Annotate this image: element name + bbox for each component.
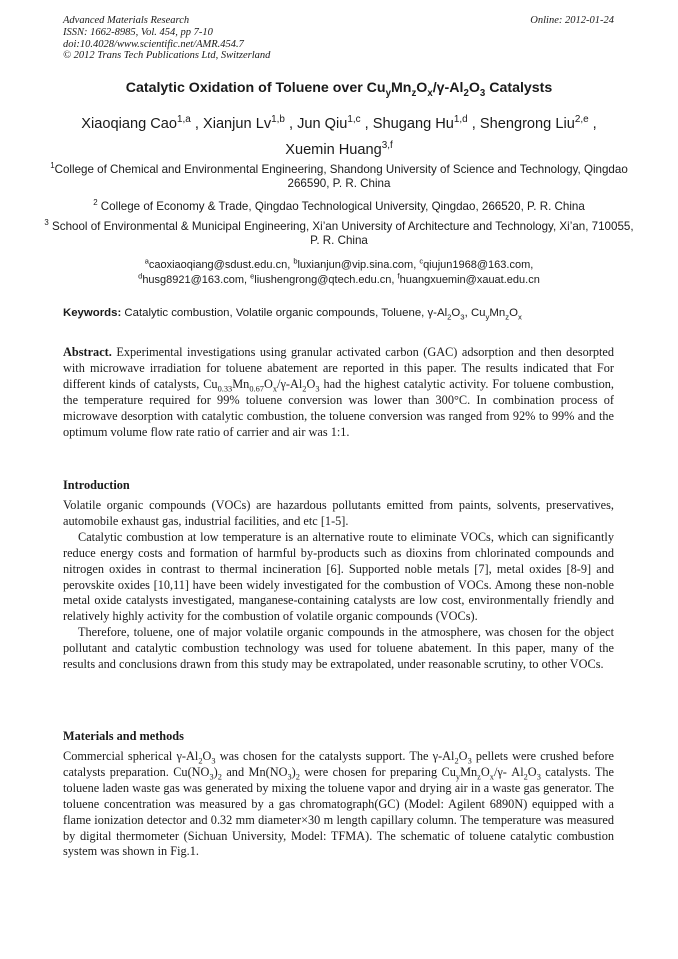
- methods-body: [63, 749, 614, 860]
- abstract-label: Abstract.: [63, 345, 112, 359]
- author: Shengrong Liu$^{2,e}$ ,: [479, 114, 597, 132]
- email-link[interactable]: $^b$luxianjun@vip.sina.com,: [293, 256, 420, 271]
- keywords: Keywords: Catalytic combustion, Volatile organic compounds, Toluene, $\gamma-Al_2O_3$, $Cu_yMn_zO_x$: [63, 307, 522, 322]
- affiliation-3: $^3$ School of Environmental & Municipal Engineering, Xi’an University of Architecture and Technology, Xi’an, 710055, P. R. China: [44, 218, 634, 248]
- author: Xiaoqiang Cao$^{1,a}$ ,: [81, 114, 203, 132]
- paper-title: Catalytic Oxidation of Toluene over $Cu_yMn_zO_x/\gamma-Al_2O_3$ Catalysts: [125, 80, 553, 99]
- email-link[interactable]: $^c$qiujun1968@163.com,: [419, 256, 534, 271]
- introduction-body: [63, 498, 614, 673]
- author-emails: [40, 258, 638, 287]
- affiliation-2: $^2$ College of Economy & Trade, Qingdao Technological University, Qingdao, 266520, P. R. China: [93, 198, 585, 213]
- doi-line[interactable]: doi:10.4028/www.scientific.net/AMR.454.7: [63, 38, 244, 50]
- email-link[interactable]: $^a$caoxiaoqiang@sdust.edu.cn,: [144, 256, 294, 271]
- journal-name: Advanced Materials Research: [63, 15, 190, 26]
- paragraph: Catalytic combustion at low temperature is an alternative route to eliminate VOCs, which can significantly reduce energy costs and formation of harmful by-products such as dioxins from chlorinated compounds and nitrogen oxides in contrast to thermal incineration [6]. Supported noble metals [7], metal oxides [8-9] and perovskite oxides [10,11] have been widely investigated for the combustion of VOCs. Among these non-noble metal oxide catalysts investigated, manganese-containing catalysts are low cost, environmentally friendly and relatively highly activity for the combustion of volatile organic compounds (VOCs).: [63, 529, 614, 624]
- keywords-label: Keywords:: [63, 307, 122, 319]
- issn-line: ISSN: 1662-8985, Vol. 454, pp 7-10: [63, 26, 213, 38]
- online-date: Online: 2012-01-24: [530, 15, 614, 26]
- paragraph: Volatile organic compounds (VOCs) are hazardous pollutants emitted from paints, solvents, preservatives, automobile exhaust gas, industrial facilities, and etc [1-5].: [63, 498, 614, 528]
- email-link[interactable]: $^e$liushengrong@qtech.edu.cn,: [250, 270, 398, 286]
- author-list: [40, 111, 638, 163]
- journal-header: [63, 15, 270, 62]
- author: Xuemin Huang$^{3,f}$: [285, 140, 393, 158]
- email-link[interactable]: $^f$huangxuemin@xauat.edu.cn: [397, 270, 540, 286]
- author: Shugang Hu$^{1,d}$ ,: [372, 114, 480, 132]
- copyright-line: © 2012 Trans Tech Publications Ltd, Switzerland: [63, 50, 271, 62]
- affiliation-1: $^1$College of Chemical and Environmental Engineering, Shandong University of Science and Technology, Qingdao 266590, P. R. China: [50, 161, 628, 191]
- author: Xianjun Lv$^{1,b}$ ,: [202, 114, 298, 132]
- abstract: Abstract. Experimental investigations using granular activated carbon (GAC) adsorption and then desorpted with microwave irradiation for toluene abatement are reported in this paper. The results indicated that For different kinds of catalysts, $Cu_{0.33}Mn_{0.67}O_x/\gamma-Al_2O_3$ had the highest catalytic activity. For toluene combustion, the temperature required for 99% toluene conversion was lower than 300°C. In combination process of microwave desorption with catalytic combustion, the toluene conversion was ranged from 92% to 99% and the optimum volume flow rate ratio of carrier and air was 1:1.: [63, 345, 614, 439]
- paragraph: Therefore, toluene, one of major volatile organic compounds in the atmosphere, was chosen for the object pollutant and catalytic combustion technology was used for toluene abatement. In this paper, many of the results and conclusions drawn from this study may be extrapolated, under reasonable scrutiny, to other VOCs.: [63, 625, 614, 672]
- paragraph: Commercial spherical $\gamma-Al_2O_3$ was chosen for the catalysts support. The $\gamma-Al_2O_3$ pellets were crushed before catalysts preparation. $Cu(NO_3)_2$ and $Mn(NO_3)_2$ were chosen for preparing $Cu_yMn_zO_x/\gamma-$ $Al_2O_3$ catalysts. The toluene laden waste gas was generated by mixing the toluene vapor and drying air in a waste gas generator. The toluene concentration was measured by a gas chromatograph(GC) (Model: Agilent 6890N) equipped with a flame ionization detector and 0.32 mm diameter×30 m length capillary column. The temperature was measured by digital thermometer (Sichuan University, Model: TFMA). The schematic of toluene catalytic combustion system was shown in Fig.1.: [63, 749, 615, 859]
- author: Jun Qiu$^{1,c}$ ,: [297, 114, 373, 132]
- email-link[interactable]: $^d$husg8921@163.com,: [138, 270, 251, 286]
- section-heading-introduction: Introduction: [63, 478, 130, 492]
- section-heading-methods: Materials and methods: [63, 729, 184, 743]
